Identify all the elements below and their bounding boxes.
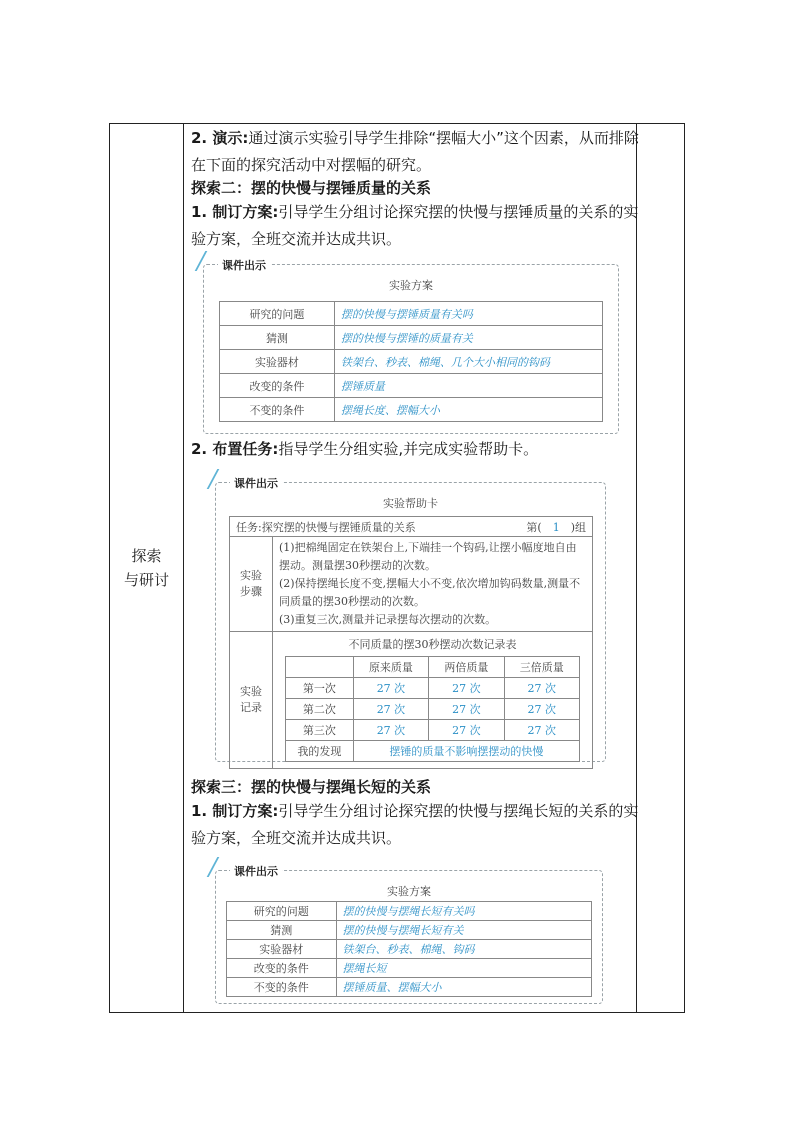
- record-value: 27 次: [504, 678, 579, 699]
- record-value: 27 次: [429, 678, 504, 699]
- record-header: 两倍质量: [429, 657, 504, 678]
- group-suffix: )组: [570, 520, 586, 534]
- row-label: [110, 544, 183, 592]
- plan-value: 铁架台、秒表、棉绳、钩码: [336, 940, 592, 959]
- task-label: 任务:探究摆的快慢与摆锤质量的关系: [236, 520, 416, 534]
- record-header-row: [286, 657, 580, 678]
- plan-row: [220, 302, 603, 326]
- steps-list: [273, 537, 593, 632]
- record-value: 27 次: [429, 720, 504, 741]
- explore2-plan-card: [203, 259, 619, 434]
- step-1: (1)把棉绳固定在铁架台上,下端挂一个钩码,让摆小幅度地自由摆动。测量摆30秒摆动的次数。: [279, 541, 577, 572]
- finding-value: 摆锤的质量不影响摆摆动的快慢: [353, 741, 579, 762]
- plan-key: 研究的问题: [227, 902, 337, 921]
- plan-key: 改变的条件: [227, 959, 337, 978]
- record-value: 27 次: [504, 720, 579, 741]
- demo-label: 2. 演示:: [191, 129, 249, 147]
- record-row-label: 第三次: [286, 720, 354, 741]
- plan-key: 实验器材: [220, 350, 335, 374]
- explore2-heading: 探索二：摆的快慢与摆锤质量的关系: [191, 179, 432, 197]
- plan-key: 不变的条件: [227, 978, 337, 997]
- group-prefix: 第(: [526, 520, 542, 534]
- plan-row: [220, 398, 603, 422]
- card-tag: 课件出示: [218, 257, 270, 273]
- plan-value: 摆的快慢与摆绳长短有关吗: [336, 902, 592, 921]
- finding-row: [286, 741, 580, 762]
- record-row: [286, 699, 580, 720]
- plan-row: [227, 902, 592, 921]
- plan-value: 摆锤质量、摆幅大小: [336, 978, 592, 997]
- record-row: [286, 678, 580, 699]
- plan-value: 摆的快慢与摆锤质量有关吗: [334, 302, 602, 326]
- explore2-task-paragraph: [191, 436, 639, 463]
- card-tag: 课件出示: [230, 475, 282, 491]
- record-value: 27 次: [353, 699, 428, 720]
- plan-row: [220, 350, 603, 374]
- record-value: 27 次: [353, 678, 428, 699]
- plan-key: 猜测: [227, 921, 337, 940]
- column-divider-right: [636, 124, 637, 1012]
- record-header: [286, 657, 354, 678]
- plan-value: 摆的快慢与摆绳长短有关: [336, 921, 592, 940]
- plan-row: [227, 921, 592, 940]
- explore3-plan-paragraph: [191, 798, 639, 852]
- step-3: (3)重复三次,测量并记录摆每次摆动的次数。: [279, 613, 497, 626]
- record-title: 不同质量的摆30秒摆动次数记录表: [348, 638, 517, 651]
- explore2-task-text: 指导学生分组实验,并完成实验帮助卡。: [278, 440, 539, 458]
- plan-row: [220, 374, 603, 398]
- record-row-label: 第一次: [286, 678, 354, 699]
- plan-key: 猜测: [220, 326, 335, 350]
- plan-key: 研究的问题: [220, 302, 335, 326]
- plan-row: [227, 959, 592, 978]
- explore3-plan-label: 1. 制订方案:: [191, 802, 279, 820]
- plan-title: 实验方案: [389, 279, 433, 292]
- plan-value: 摆锤质量: [334, 374, 602, 398]
- record-table: [285, 656, 580, 762]
- explore3-plan-table: [226, 901, 592, 997]
- help-title: 实验帮助卡: [383, 497, 438, 510]
- card-tag: 课件出示: [230, 863, 282, 879]
- explore3-heading: 探索三：摆的快慢与摆绳长短的关系: [191, 778, 432, 796]
- plan-key: 改变的条件: [220, 374, 335, 398]
- plan-row: [227, 978, 592, 997]
- record-label: 实验记录: [230, 632, 273, 769]
- steps-label: 实验步骤: [230, 537, 273, 632]
- row-label-line1: 探索: [131, 547, 162, 565]
- plan-row: [227, 940, 592, 959]
- record-value: 27 次: [429, 699, 504, 720]
- plan-value: 铁架台、秒表、棉绳、几个大小相同的钩码: [334, 350, 602, 374]
- explore2-help-card: [215, 477, 606, 762]
- record-value: 27 次: [504, 699, 579, 720]
- explore3-plan-card: [215, 865, 603, 1004]
- lesson-table: [109, 123, 685, 1013]
- column-divider-left: [183, 124, 184, 1012]
- help-table: [229, 516, 593, 769]
- card-stripe-icon: [207, 857, 232, 877]
- plan-key: 实验器材: [227, 940, 337, 959]
- step-2: (2)保持摆绳长度不变,摆幅大小不变,依次增加钩码数量,测量不同质量的摆30秒摆动的次数。: [279, 577, 581, 608]
- demo-paragraph: [191, 125, 639, 179]
- demo-text: 通过演示实验引导学生排除“摆幅大小”这个因素，从而排除在下面的探究活动中对摆幅的研究。: [191, 129, 639, 174]
- record-value: 27 次: [353, 720, 428, 741]
- finding-label: 我的发现: [286, 741, 354, 762]
- plan-key: 不变的条件: [220, 398, 335, 422]
- explore2-task-label: 2. 布置任务:: [191, 440, 279, 458]
- record-row-label: 第二次: [286, 699, 354, 720]
- explore2-plan-label: 1. 制订方案:: [191, 203, 279, 221]
- plan-title: 实验方案: [387, 885, 431, 898]
- card-stripe-icon: [195, 251, 220, 271]
- record-header: 三倍质量: [504, 657, 579, 678]
- plan-value: 摆的快慢与摆锤的质量有关: [334, 326, 602, 350]
- row-label-line2: 与研讨: [123, 571, 169, 589]
- card-stripe-icon: [207, 469, 232, 489]
- plan-row: [220, 326, 603, 350]
- group-number: 1: [552, 520, 560, 534]
- plan-value: 摆绳长短: [336, 959, 592, 978]
- plan-value: 摆绳长度、摆幅大小: [334, 398, 602, 422]
- record-header: 原来质量: [353, 657, 428, 678]
- record-row: [286, 720, 580, 741]
- explore2-plan-text: 引导学生分组讨论探究摆的快慢与摆锤质量的关系的实验方案，全班交流并达成共识。: [191, 203, 639, 248]
- explore2-plan-paragraph: [191, 199, 639, 253]
- explore3-plan-text: 引导学生分组讨论探究摆的快慢与摆绳长短的关系的实验方案，全班交流并达成共识。: [191, 802, 639, 847]
- explore2-plan-table: [219, 301, 603, 422]
- record-cell: [273, 632, 593, 769]
